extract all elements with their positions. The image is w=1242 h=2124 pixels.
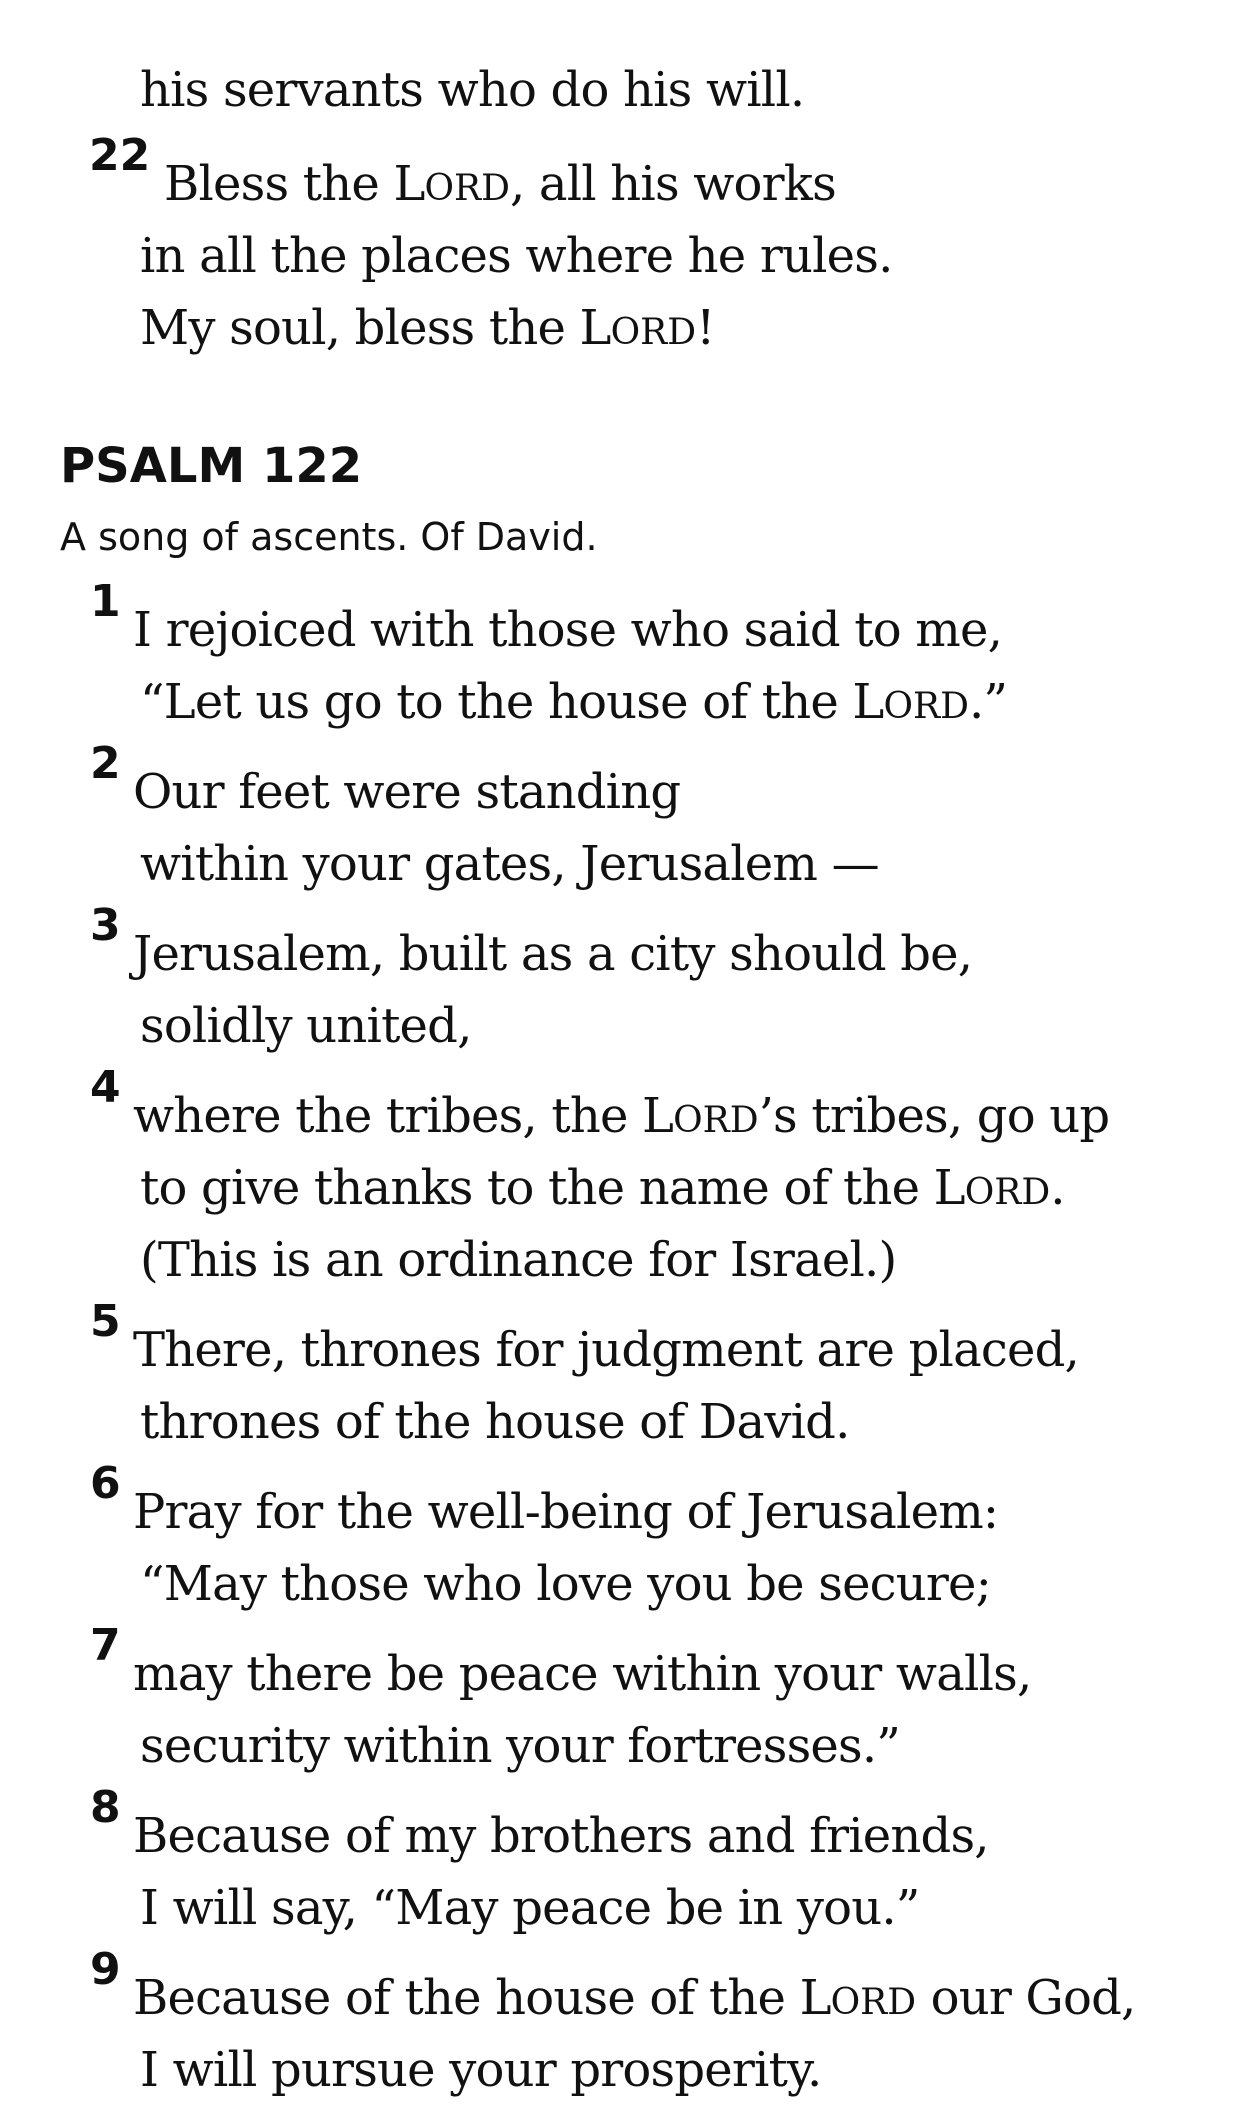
verse-text: My soul, bless the — [140, 300, 580, 356]
divine-name-lord — [580, 300, 697, 356]
divine-name-lord — [800, 1970, 917, 2026]
lord-small-caps: ORD — [830, 1982, 917, 2023]
verse-22-line-1 — [164, 154, 836, 219]
verse-number-2: 2 — [90, 738, 121, 789]
verse-6-line-1 — [133, 1482, 998, 1542]
verse-text: solidly united, — [140, 998, 472, 1054]
verse-number-6: 6 — [90, 1458, 121, 1509]
verse-7-line-1 — [133, 1644, 1031, 1704]
divine-name-lord — [934, 1160, 1051, 1216]
divine-name-lord — [852, 674, 969, 730]
verse-text: in all the places where he rules. — [140, 228, 893, 284]
verse-text: Because of my brothers and friends, — [133, 1808, 989, 1864]
divine-name-lord — [642, 1088, 759, 1144]
verse-text: where the tribes, the — [133, 1088, 643, 1144]
verse-text: Because of the house of the — [133, 1970, 800, 2026]
verse-text: ’s tribes, go up — [758, 1088, 1110, 1144]
verse-9-line-2 — [140, 2040, 821, 2100]
verse-7-line-2 — [140, 1716, 900, 1776]
verse-text: Our feet were standing — [133, 764, 681, 820]
lord-small-caps: ORD — [424, 168, 510, 209]
verse-text: ! — [696, 300, 715, 356]
verse-text: “May those who love you be secure; — [140, 1556, 992, 1612]
lord-initial: L — [852, 674, 884, 730]
lord-initial: L — [933, 1160, 965, 1216]
verse-22-line-2 — [140, 226, 893, 286]
verse-6-line-2 — [140, 1554, 991, 1614]
verse-text: may there be peace within your walls, — [133, 1646, 1032, 1702]
verse-text: I will say, “May peace be in you.” — [140, 1880, 920, 1936]
lord-small-caps: ORD — [964, 1172, 1051, 1213]
verse-text: his servants who do his will. — [140, 62, 805, 118]
verse-3-line-1 — [133, 924, 972, 984]
verse-text: within your gates, Jerusalem — — [140, 836, 879, 892]
lord-initial: L — [393, 156, 425, 212]
verse-number-3: 3 — [90, 900, 121, 951]
verse-number-7: 7 — [90, 1620, 121, 1671]
lord-small-caps: ORD — [673, 1100, 759, 1141]
verse-2-line-2 — [140, 834, 879, 894]
verse-text: .” — [968, 674, 1008, 730]
verse-2-line-1 — [133, 762, 680, 822]
verse-number-9: 9 — [90, 1944, 121, 1995]
lord-initial: L — [799, 1970, 831, 2026]
verse-text: “Let us go to the house of the — [140, 674, 853, 730]
lord-small-caps: ORD — [610, 312, 697, 353]
verse-8-line-2 — [140, 1878, 920, 1938]
psalm-superscription: A song of ascents. Of David. — [60, 515, 598, 559]
verse-1-line-1 — [133, 600, 1002, 660]
verse-text: thrones of the house of David. — [140, 1394, 850, 1450]
verse-number-8: 8 — [90, 1782, 121, 1833]
verse-text: There, thrones for judgment are placed, — [133, 1322, 1079, 1378]
verse-text: Pray for the well-being of Jerusalem: — [133, 1484, 999, 1540]
lord-initial: L — [642, 1088, 674, 1144]
verse-text: Jerusalem, built as a city should be, — [133, 926, 973, 982]
verse-4-line-3 — [140, 1230, 896, 1290]
verse-1-line-2 — [140, 672, 1007, 737]
verse-text: . — [1050, 1160, 1065, 1216]
verse-text: I rejoiced with those who said to me, — [133, 602, 1003, 658]
verse-number-1: 1 — [90, 576, 121, 627]
verse-5-line-1 — [133, 1320, 1079, 1380]
verse-21-continuation-line — [140, 60, 804, 120]
verse-22-line-3 — [140, 298, 715, 363]
psalm-title: PSALM 122 — [60, 438, 363, 494]
verse-text: Bless the — [164, 156, 394, 212]
verse-3-line-2 — [140, 996, 472, 1056]
verse-number-5: 5 — [90, 1296, 121, 1347]
verse-number-4: 4 — [90, 1062, 121, 1113]
lord-small-caps: ORD — [883, 686, 969, 727]
verse-9-line-1 — [133, 1968, 1135, 2033]
verse-number-22: 22 — [89, 130, 151, 181]
verse-text: our God, — [916, 1970, 1136, 2026]
verse-4-line-2 — [140, 1158, 1065, 1223]
verse-8-line-1 — [133, 1806, 989, 1866]
verse-4-line-1 — [133, 1086, 1109, 1151]
verse-text: I will pursue your prosperity. — [140, 2042, 822, 2098]
verse-5-line-2 — [140, 1392, 850, 1452]
verse-text: (This is an ordinance for Israel.) — [140, 1232, 897, 1288]
verse-text: security within your fortresses.” — [140, 1718, 901, 1774]
verse-text: , all his works — [510, 156, 836, 212]
divine-name-lord — [393, 156, 510, 212]
lord-initial: L — [579, 300, 611, 356]
verse-text: to give thanks to the name of the — [140, 1160, 934, 1216]
